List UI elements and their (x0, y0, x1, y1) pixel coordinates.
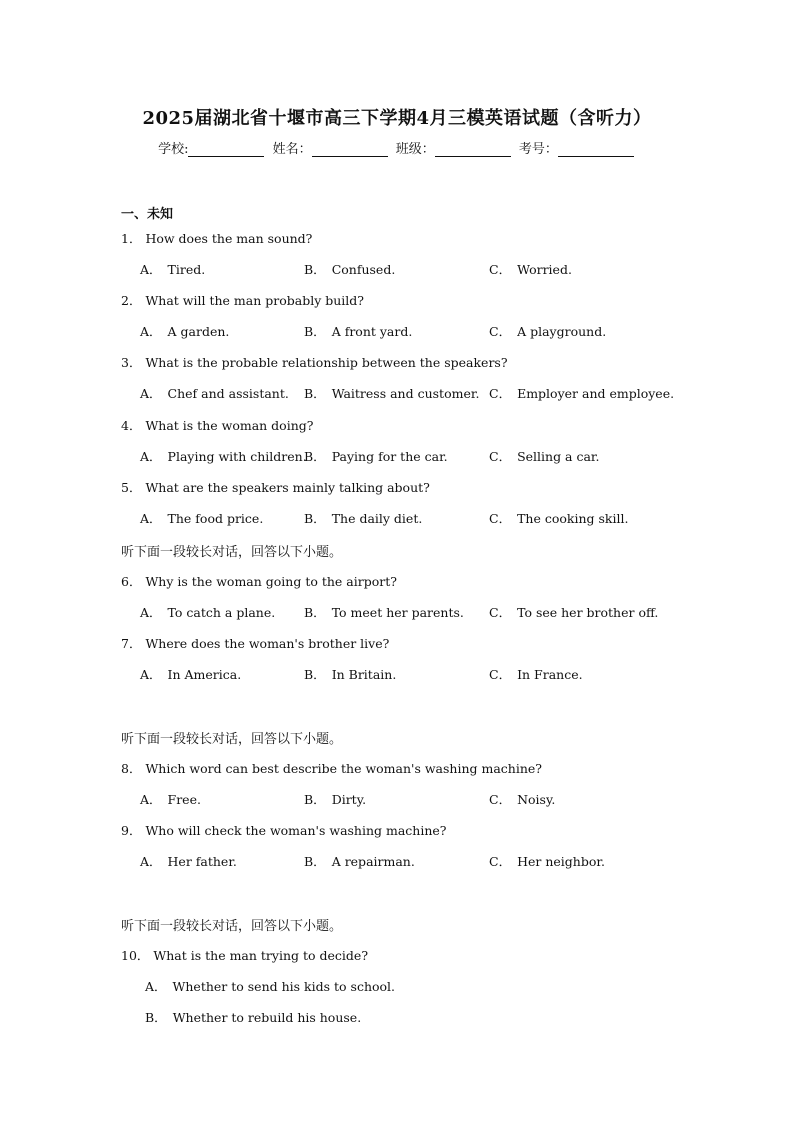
school-field[interactable]: 学校: (158, 138, 266, 157)
question-1: 1． How does the man sound? (121, 231, 313, 246)
option-10b[interactable]: B． Whether to rebuild his house. (145, 1010, 362, 1025)
option-9a[interactable]: A． Her father. (140, 854, 237, 869)
option-2c[interactable]: C． A playground. (489, 324, 607, 339)
option-6b[interactable]: B． To meet her parents. (304, 605, 464, 620)
option-7b[interactable]: B． In Britain. (304, 667, 397, 682)
option-3a[interactable]: A． Chef and assistant. (140, 386, 289, 401)
question-3: 3． What is the probable relationship between the speakers? (121, 355, 508, 370)
option-9b[interactable]: B． A repairman. (304, 854, 415, 869)
option-4c[interactable]: C． Selling a car. (489, 449, 600, 464)
document-title: 2025届湖北省十堰市高三下学期4月三模英语试题（含听力） (142, 108, 652, 129)
question-4: 4． What is the woman doing? (121, 418, 314, 433)
class-blank[interactable] (435, 143, 511, 157)
instruction-note-2: 听下面一段较长对话，回答以下小题。 (121, 732, 343, 747)
option-7c[interactable]: C． In France. (489, 667, 583, 682)
option-3b[interactable]: B． Waitress and customer. (304, 386, 480, 401)
option-6a[interactable]: A． To catch a plane. (140, 605, 276, 620)
option-2b[interactable]: B． A front yard. (304, 324, 413, 339)
option-6c[interactable]: C． To see her brother off. (489, 605, 659, 620)
school-blank[interactable] (188, 143, 264, 157)
option-8c[interactable]: C． Noisy. (489, 792, 556, 807)
id-field[interactable]: 考号： (519, 138, 636, 157)
question-8: 8． Which word can best describe the woman's washing machine? (121, 761, 542, 776)
class-field[interactable]: 班级： (396, 138, 513, 157)
name-field[interactable]: 姓名： (273, 138, 390, 157)
question-10: 10． What is the man trying to decide? (121, 948, 369, 963)
section-heading: 一、未知 (121, 207, 174, 222)
student-info-line (0, 138, 794, 157)
option-3c[interactable]: C． Employer and employee. (489, 386, 675, 401)
question-6: 6． Why is the woman going to the airport? (121, 574, 397, 589)
instruction-note-1: 听下面一段较长对话，回答以下小题。 (121, 545, 343, 560)
question-7: 7． Where does the woman's brother live? (121, 636, 390, 651)
option-10a[interactable]: A． Whether to send his kids to school. (145, 979, 396, 994)
option-4b[interactable]: B． Paying for the car. (304, 449, 448, 464)
option-5b[interactable]: B． The daily diet. (304, 511, 423, 526)
option-1b[interactable]: B． Confused. (304, 262, 396, 277)
instruction-note-3: 听下面一段较长对话，回答以下小题。 (121, 919, 343, 934)
option-5a[interactable]: A． The food price. (140, 511, 264, 526)
question-9: 9． Who will check the woman's washing machine? (121, 823, 447, 838)
option-8b[interactable]: B． Dirty. (304, 792, 367, 807)
option-8a[interactable]: A． Free. (140, 792, 201, 807)
option-5c[interactable]: C． The cooking skill. (489, 511, 629, 526)
id-blank[interactable] (558, 143, 634, 157)
option-9c[interactable]: C． Her neighbor. (489, 854, 605, 869)
option-2a[interactable]: A． A garden. (140, 324, 230, 339)
name-blank[interactable] (312, 143, 388, 157)
option-7a[interactable]: A． In America. (140, 667, 242, 682)
option-4a[interactable]: A． Playing with children. (140, 449, 307, 464)
option-1a[interactable]: A． Tired. (140, 262, 206, 277)
option-1c[interactable]: C． Worried. (489, 262, 572, 277)
question-5: 5． What are the speakers mainly talking about? (121, 480, 430, 495)
question-2: 2． What will the man probably build? (121, 293, 364, 308)
